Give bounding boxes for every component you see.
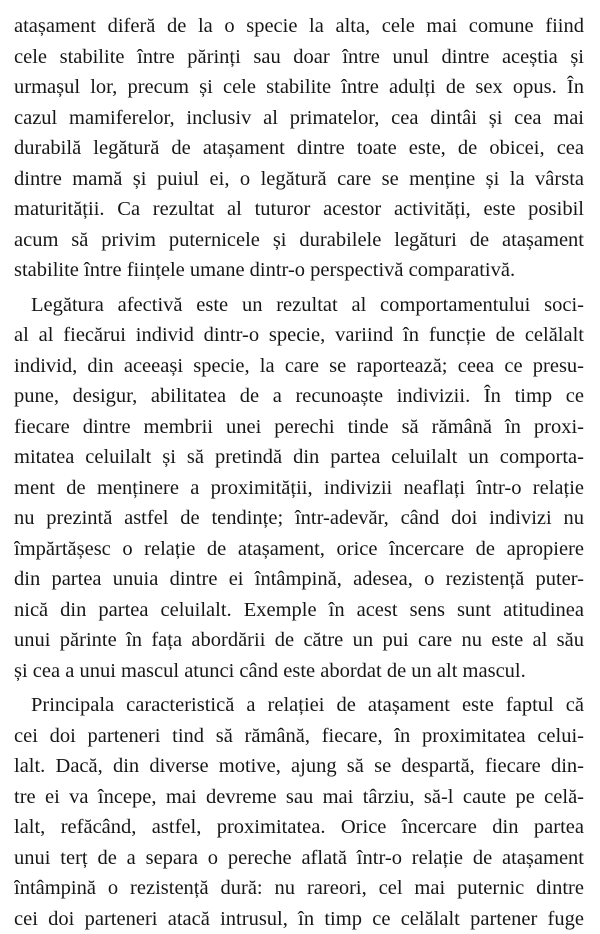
text-line: cele stabilite între părinți sau doar între unul dintre aceștia și: [14, 42, 584, 73]
text-line: dintre mamă și puiul ei, o legătură care se menține și la vârsta: [14, 164, 584, 195]
text-line: tre ei va începe, mai devreme sau mai târziu, să-l caute pe celă-: [14, 782, 584, 813]
text-line: cei doi parteneri atacă intrusul, în timp ce celălalt partener fuge: [14, 904, 584, 934]
text-line: cazul mamiferelor, inclusiv al primatelor, cea dintâi și cea mai: [14, 103, 584, 134]
text-line: nu prezintă astfel de tendințe; într-adevăr, când doi indivizi nu: [14, 503, 584, 534]
text-line: unui părinte în fața abordării de către un pui care nu este al său: [14, 625, 584, 656]
text-line: urmașul lor, precum și cele stabilite între adulți de sex opus. În: [14, 72, 584, 103]
text-line: împărtășesc o relație de atașament, orice încercare de apropiere: [14, 534, 584, 565]
text-line: Legătura afectivă este un rezultat al comportamentului soci-: [14, 290, 584, 321]
text-line: stabilite între ființele umane dintr-o perspectivă comparativă.: [14, 255, 584, 286]
paragraph-1: [14, 11, 584, 286]
text-line: ment de menținere a proximității, indivizii neaflați într-o relație: [14, 473, 584, 504]
page-text: [14, 11, 584, 934]
text-line: lalt, refăcând, astfel, proximitatea. Orice încercare din partea: [14, 812, 584, 843]
paragraph-2: [14, 290, 584, 687]
text-line: cei doi parteneri tind să rămână, fiecare, în proximitatea celui-: [14, 721, 584, 752]
paragraph-3: [14, 690, 584, 934]
text-line: lalt. Dacă, din diverse motive, ajung să se despartă, fiecare din-: [14, 751, 584, 782]
text-line: fiecare dintre membrii unei perechi tinde să rămână în proxi-: [14, 412, 584, 443]
text-line: individ, din aceeași specie, la care se raportează; ceea ce presu-: [14, 351, 584, 382]
text-line: și cea a unui mascul atunci când este abordat de un alt mascul.: [14, 656, 584, 687]
text-line: durabilă legătură de atașament dintre toate este, de obicei, cea: [14, 133, 584, 164]
text-line: pune, desigur, abilitatea de a recunoaște indivizii. În timp ce: [14, 381, 584, 412]
text-line: din partea unuia dintre ei întâmpină, adesea, o rezistență puter-: [14, 564, 584, 595]
text-line: unui terț de a separa o pereche aflată într-o relație de atașament: [14, 843, 584, 874]
text-line: nică din partea celuilalt. Exemple în acest sens sunt atitudinea: [14, 595, 584, 626]
text-line: al al fiecărui individ dintr-o specie, variind în funcție de celălalt: [14, 320, 584, 351]
text-line: mitatea celuilalt și să pretindă din partea celuilalt un comporta-: [14, 442, 584, 473]
text-line: acum să privim puternicele și durabilele legături de atașament: [14, 225, 584, 256]
text-line: întâmpină o rezistență dură: nu rareori, cel mai puternic dintre: [14, 873, 584, 904]
text-line: Principala caracteristică a relației de atașament este faptul că: [14, 690, 584, 721]
text-line: atașament diferă de la o specie la alta, cele mai comune fiind: [14, 11, 584, 42]
text-line: maturității. Ca rezultat al tuturor acestor activități, este posibil: [14, 194, 584, 225]
